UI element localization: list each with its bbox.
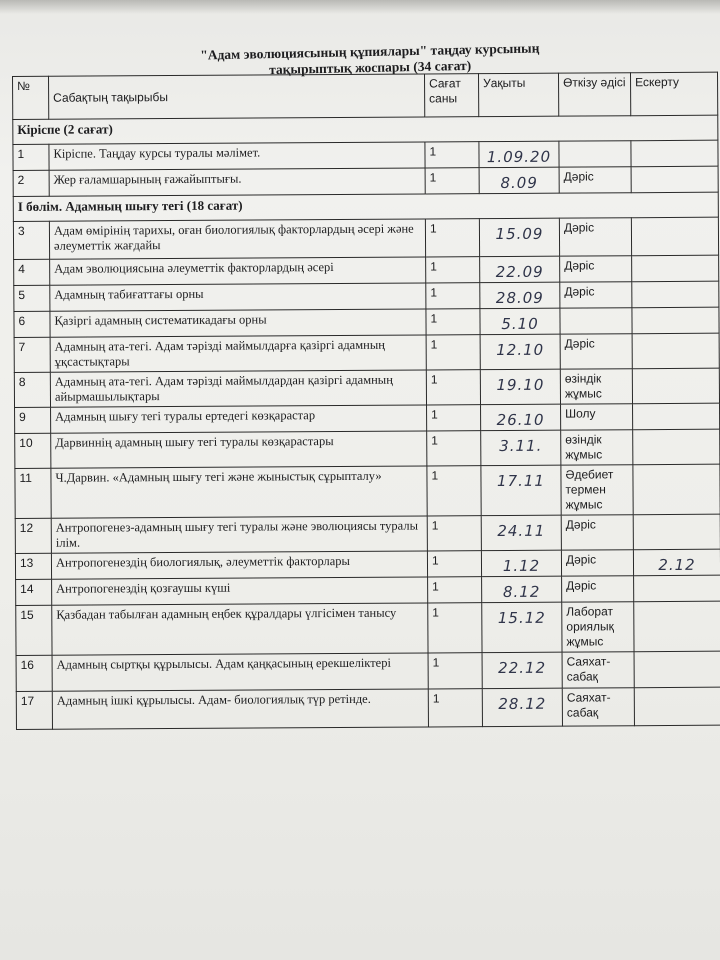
cell-method: Шолу — [561, 404, 633, 430]
cell-hours: 1 — [427, 516, 481, 551]
cell-date — [480, 282, 560, 308]
cell-method: Дәріс — [560, 282, 632, 308]
handwritten-date: 19.10 — [496, 375, 545, 395]
cell-number: 9 — [15, 407, 51, 433]
cell-date — [481, 404, 561, 430]
handwritten-date: 22.09 — [495, 262, 544, 282]
cell-note — [632, 255, 719, 282]
cell-note — [634, 575, 720, 602]
cell-date — [482, 576, 562, 602]
cell-method: Дәріс — [562, 576, 634, 602]
cell-method: Дәріс — [561, 515, 633, 550]
cell-note — [634, 651, 720, 688]
handwritten-date: 5.10 — [501, 314, 539, 334]
handwritten-date: 28.12 — [498, 694, 547, 714]
cell-method: Дәріс — [560, 334, 632, 369]
cell-topic: Қазбадан табылған адамның еңбек құралдары үлгісімен танысу — [52, 603, 428, 655]
table-row — [16, 601, 720, 655]
cell-hours: 1 — [427, 405, 481, 431]
handwritten-date: 1.09.20 — [486, 147, 552, 167]
cell-number: 6 — [14, 311, 50, 337]
cell-note — [632, 307, 719, 334]
cell-topic: Қазіргі адамның систематикадағы орны — [50, 309, 426, 337]
cell-hours: 1 — [428, 603, 482, 653]
cell-note — [634, 687, 720, 726]
cell-method: Саяхат-сабақ — [562, 688, 634, 726]
cell-topic: Антропогенездің қозғаушы күші — [52, 577, 428, 605]
cell-hours: 1 — [425, 219, 479, 257]
header-date: Уақыты — [478, 73, 558, 116]
cell-hours: 1 — [426, 257, 480, 283]
cell-topic: Адам өмірінің тарихы, оған биологиялық факторлардың әсері және әлеуметтік жағдайы — [49, 219, 425, 259]
cell-date — [481, 515, 561, 550]
cell-date — [480, 334, 560, 369]
cell-note — [633, 514, 720, 550]
cell-method — [560, 308, 632, 334]
handwritten-date: 12.10 — [496, 340, 545, 360]
cell-topic: Адамның шығу тегі туралы ертедегі көзқарастар — [51, 405, 427, 433]
cell-note — [632, 368, 719, 404]
cell-date — [481, 430, 561, 465]
cell-date — [482, 688, 562, 726]
cell-number: 1 — [13, 144, 49, 170]
cell-note — [631, 140, 718, 167]
handwritten-date: 17.11 — [496, 471, 546, 491]
handwritten-date: 26.10 — [496, 410, 545, 430]
cell-date — [479, 167, 559, 193]
table-row — [13, 217, 718, 259]
handwritten-date: 1.12 — [502, 556, 541, 576]
cell-hours: 1 — [428, 653, 482, 689]
cell-hours: 1 — [427, 431, 481, 466]
cell-number: 7 — [14, 337, 50, 372]
table-body — [13, 115, 720, 729]
cell-number: 12 — [15, 518, 51, 553]
cell-method: Дәріс — [561, 550, 633, 576]
table-row — [16, 687, 720, 729]
table-row — [15, 514, 720, 553]
cell-hours: 1 — [426, 283, 480, 309]
cell-date — [482, 602, 562, 652]
cell-topic: Адам эволюциясына әлеуметтік факторлардың әсері — [50, 257, 426, 285]
cell-topic: Адамның сыртқы құрылысы. Адам қаңқасының ерекшеліктері — [52, 653, 428, 691]
cell-hours: 1 — [427, 551, 481, 577]
cell-date — [481, 550, 561, 576]
handwritten-note: 2.12 — [658, 555, 696, 575]
table-header-row — [13, 72, 718, 119]
section-title: Кіріспе (2 сағат) — [13, 115, 718, 144]
cell-number: 16 — [16, 655, 52, 691]
cell-note — [633, 464, 720, 515]
cell-number: 15 — [16, 605, 52, 655]
cell-topic: Кіріспе. Таңдау курсы туралы мәлімет. — [49, 142, 425, 170]
handwritten-date: 24.11 — [497, 521, 546, 541]
cell-topic: Адамның ата-тегі. Адам тәрізді маймылдарға қазіргі адамның ұқсастықтары — [50, 335, 426, 372]
cell-method: Әдебиет термен жұмыс — [561, 465, 633, 515]
handwritten-date: 3.11. — [499, 436, 543, 456]
cell-date — [479, 141, 559, 167]
handwritten-date: 15.12 — [497, 608, 546, 628]
cell-date — [482, 652, 562, 688]
cell-hours: 1 — [426, 309, 480, 335]
cell-note — [633, 429, 720, 465]
section-title: І бөлім. Адамның шығу тегі (18 сағат) — [13, 192, 718, 221]
cell-date — [480, 308, 560, 334]
header-number: № — [13, 76, 49, 119]
table-row — [16, 651, 720, 691]
cell-hours: 1 — [426, 370, 480, 405]
cell-topic: Адамның ішкі құрылысы. Адам- биологиялық түр ретінде. — [52, 689, 428, 729]
handwritten-date: 15.09 — [495, 224, 544, 244]
cell-number: 4 — [14, 259, 50, 285]
header-method: Өткізу әдісі — [558, 73, 630, 116]
cell-number: 13 — [15, 553, 51, 579]
cell-note — [634, 601, 720, 652]
cell-method: Лаборат ориялық жұмыс — [562, 602, 634, 652]
cell-note — [632, 281, 719, 308]
cell-topic: Антропогенездің биологиялық, әлеуметтік факторлары — [51, 551, 427, 579]
cell-topic: Дарвиннің адамның шығу тегі туралы көзқарастары — [51, 431, 427, 468]
cell-number: 10 — [15, 433, 51, 468]
cell-hours: 1 — [428, 689, 482, 727]
cell-date — [479, 218, 559, 256]
cell-date — [480, 369, 560, 404]
handwritten-date: 8.12 — [502, 582, 541, 602]
handwritten-date: 22.12 — [498, 658, 547, 678]
cell-note — [631, 166, 718, 193]
cell-note — [632, 333, 719, 369]
cell-topic: Адамның ата-тегі. Адам тәрізді маймылдардан қазіргі адамның айырмашылықтары — [50, 370, 426, 407]
cell-number: 5 — [14, 285, 50, 311]
lesson-plan-table — [12, 72, 720, 730]
cell-date — [480, 256, 560, 282]
cell-note — [633, 403, 720, 430]
title-line-2: тақырыптық жоспары (34 сағат) — [268, 57, 472, 78]
cell-method: Дәріс — [560, 256, 632, 282]
cell-hours: 1 — [427, 466, 481, 516]
header-note: Ескерту — [630, 72, 717, 116]
cell-number: 3 — [13, 221, 49, 259]
table-row — [14, 368, 719, 407]
cell-topic: Ч.Дарвин. «Адамның шығу тегі және жыныстық сұрыпталу» — [51, 466, 427, 518]
cell-method — [559, 141, 631, 167]
cell-topic: Адамның табиғаттағы орны — [50, 283, 426, 311]
page-edge-shadow — [0, 0, 720, 14]
cell-method: Саяхат-сабақ — [562, 652, 634, 688]
table-row — [14, 333, 719, 372]
cell-date — [481, 465, 561, 515]
handwritten-date: 28.09 — [495, 288, 544, 308]
cell-note — [633, 549, 720, 576]
table-row — [15, 429, 720, 468]
cell-method: Дәріс — [559, 167, 631, 193]
cell-topic: Жер ғаламшарының ғажайыптығы. — [49, 168, 425, 196]
cell-hours: 1 — [425, 168, 479, 194]
cell-number: 8 — [14, 372, 50, 407]
cell-method: Дәріс — [559, 218, 631, 256]
title-line-1: "Адам эволюциясының құпиялары" таңдау курсының — [200, 40, 540, 63]
header-topic: Сабақтың тақырыбы — [49, 74, 425, 119]
cell-number: 2 — [13, 170, 49, 196]
handwritten-date: 8.09 — [500, 173, 538, 193]
cell-topic: Антропогенез-адамның шығу тегі туралы және эволюциясы туралы ілім. — [51, 516, 427, 553]
cell-method: өзіндік жұмыс — [560, 369, 632, 404]
cell-number: 14 — [16, 579, 52, 605]
table-row — [15, 464, 720, 518]
cell-number: 17 — [16, 691, 52, 729]
cell-method: өзіндік жұмыс — [561, 430, 633, 465]
header-hours: Сағат саны — [424, 74, 478, 117]
cell-hours: 1 — [428, 577, 482, 603]
cell-note — [631, 217, 718, 256]
cell-number: 11 — [15, 468, 51, 518]
cell-hours: 1 — [426, 335, 480, 370]
cell-hours: 1 — [425, 142, 479, 168]
